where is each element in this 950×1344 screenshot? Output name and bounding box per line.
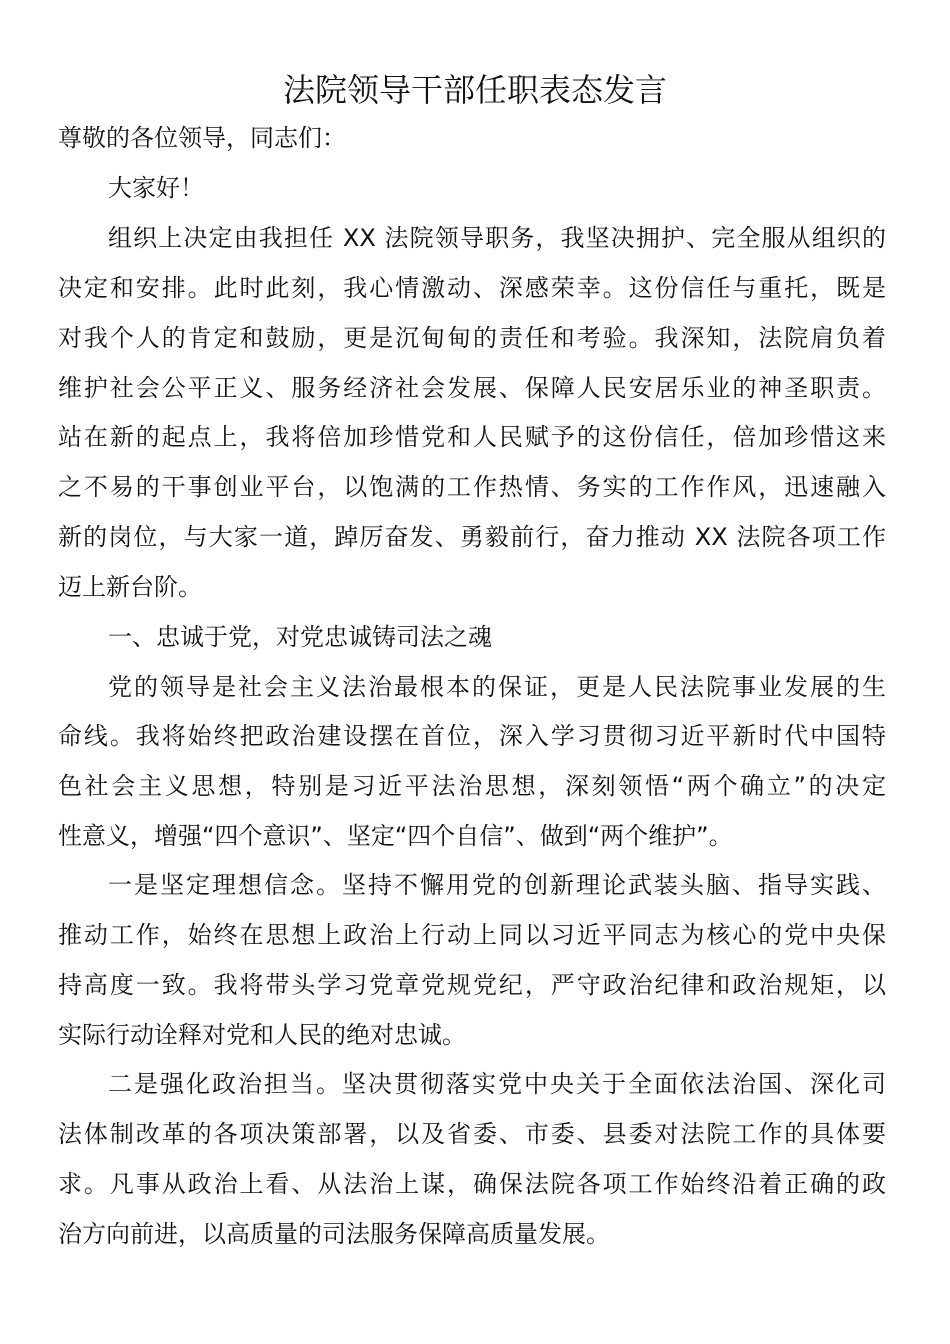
document-title: 法院领导干部任职表态发言 (282, 71, 667, 109)
paragraph-line: 实际行动诠释对党和人民的绝对忠诚。 (58, 1021, 466, 1049)
paragraph-line: 命线。我将始终把政治建设摆在首位，深入学习贯彻习近平新时代中国特 (58, 722, 886, 750)
paragraph-line: 站在新的起点上，我将倍加珍惜党和人民赋予的这份信任，倍加珍惜这来 (58, 423, 886, 451)
paragraph-line: 求。凡事从政治上看、从法治上谋，确保法院各项工作始终沿着正确的政 (58, 1170, 886, 1198)
paragraph-line: 新的岗位，与大家一道，踔厉奋发、勇毅前行，奋力推动 XX 法院各项工作 (58, 523, 886, 551)
paragraph-line: 治方向前进，以高质量的司法服务保障高质量发展。 (58, 1220, 610, 1248)
paragraph-line: 持高度一致。我将带头学习党章党规党纪，严守政治纪律和政治规矩，以 (58, 971, 886, 999)
paragraph-line: 迈上新台阶。 (58, 573, 202, 601)
paragraph-line: 之不易的干事创业平台，以饱满的工作热情、务实的工作作风，迅速融入 (58, 473, 886, 501)
paragraph-line: 二是强化政治担当。坚决贯彻落实党中央关于全面依法治国、深化司 (108, 1070, 886, 1098)
paragraph-line: 决定和安排。此时此刻，我心情激动、深感荣幸。这份信任与重托，既是 (58, 274, 886, 302)
greeting: 大家好！ (108, 174, 204, 202)
paragraph-line: 色社会主义思想，特别是习近平法治思想，深刻领悟“两个确立”的决定 (58, 772, 886, 800)
paragraph-line: 推动工作，始终在思想上政治上行动上同以习近平同志为核心的党中央保 (58, 921, 886, 949)
paragraph-line: 组织上决定由我担任 XX 法院领导职务，我坚决拥护、完全服从组织的 (108, 224, 886, 252)
paragraph-line: 党的领导是社会主义法治最根本的保证，更是人民法院事业发展的生 (108, 673, 886, 701)
paragraph-line: 一是坚定理想信念。坚持不懈用党的创新理论武装头脑、指导实践、 (108, 871, 886, 899)
paragraph-line: 法体制改革的各项决策部署，以及省委、市委、县委对法院工作的具体要 (58, 1120, 886, 1148)
paragraph-line: 维护社会公平正义、服务经济社会发展、保障人民安居乐业的神圣职责。 (58, 374, 886, 402)
salutation: 尊敬的各位领导，同志们： (58, 124, 346, 152)
paragraph-line: 对我个人的肯定和鼓励，更是沉甸甸的责任和考验。我深知，法院肩负着 (58, 324, 886, 352)
section-heading: 一、忠诚于党，对党忠诚铸司法之魂 (108, 623, 492, 651)
paragraph-line: 性意义，增强“四个意识”、坚定“四个自信”、做到“两个维护”。 (58, 822, 733, 850)
